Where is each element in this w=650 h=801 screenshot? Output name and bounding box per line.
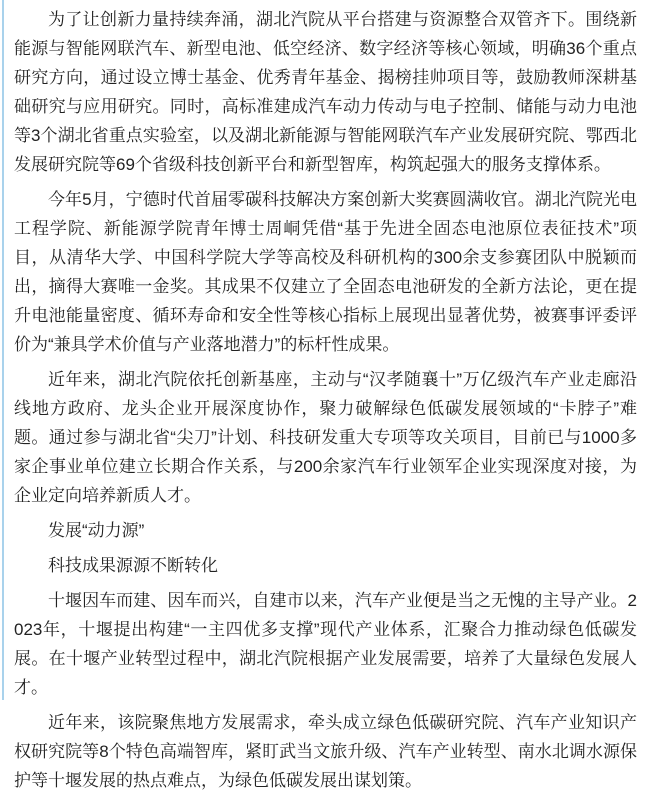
subhead-development-power-source: 发展“动力源”	[48, 521, 145, 540]
paragraph-zero-carbon-award: 今年5月，宁德时代首届零碳科技解决方案创新大奖赛圆满收官。湖北汽院光电工程学院、新能源学院青年博士周峒凭借“基于先进全固态电池原位表征技术”项目，从清华大学、中国科学院大学等高校及科研机构的300余支参赛团队中脱颖而出，摘得大赛唯一金奖。其成果不仅建立了全固态电池研发的全新方法论，更在提升电池能量密度、循环寿命和安全性等核心指标上展现出显著优势，被赛事评委评价为“兼具学术价值与产业落地潜力”的标杆性成果。	[14, 190, 637, 354]
paragraph-regional-cooperation: 近年来，湖北汽院依托创新基座，主动与“汉孝随襄十”万亿级汽车产业走廊沿线地方政府、龙头企业开展深度协作，聚力破解绿色低碳发展领域的“卡脖子”难题。通过参与湖北省“尖刀”计划、科技研发重大专项等攻关项目，目前已与1000多家企事业单位建立长期合作关系，与200余家汽车行业领军企业实现深度对接，为企业定向培养新质人才。	[14, 370, 637, 505]
paragraph-shiyan-auto-industry: 十堰因车而建、因车而兴，自建市以来，汽车产业便是当之无愧的主导产业。2023年，十堰提出构建“一主四优多支撑”现代产业体系，汇聚合力推动绿色低碳发展。在十堰产业转型过程中，湖北汽院根据产业发展需要，培养了大量绿色发展人才。	[14, 591, 637, 697]
article-text-region	[14, 5, 637, 801]
paragraph-innovation-platforms: 为了让创新力量持续奔涌，湖北汽院从平台搭建与资源整合双管齐下。围绕新能源与智能网联汽车、新型电池、低空经济、数字经济等核心领域，明确36个重点研究方向，通过设立博士基金、优秀青年基金、揭榜挂帅项目等，鼓励教师深耕基础研究与应用研究。同时，高标准建成汽车动力传动与电子控制、储能与动力电池等3个湖北省重点实验室，以及湖北新能源与智能网联汽车产业发展研究院、鄂西北发展研究院等69个省级科技创新平台和新型智库，构筑起强大的服务支撑体系。	[14, 10, 637, 174]
paragraph-think-tanks: 近年来，该院聚焦地方发展需求，牵头成立绿色低碳研究院、汽车产业知识产权研究院等8个特色高端智库，紧盯武当文旅升级、汽车产业转型、南水北调水源保护等十堰发展的热点难点，为绿色低碳发展出谋划策。	[14, 713, 637, 790]
left-border-line	[2, 0, 4, 700]
subhead-tech-achievements-transform: 科技成果源源不断转化	[48, 556, 218, 575]
